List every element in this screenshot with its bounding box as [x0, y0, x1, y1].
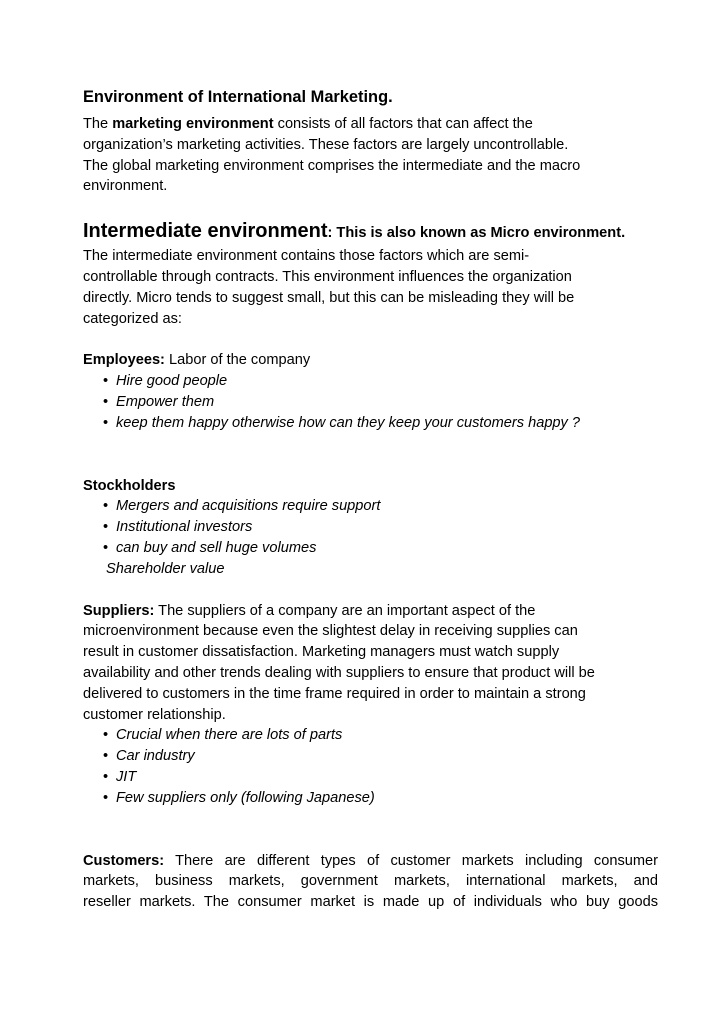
bullet-icon: • [103, 539, 109, 556]
list-item [103, 746, 658, 767]
intermediate-line-3: directly. Micro tends to suggest small, but this can be misleading they will be [83, 289, 575, 306]
intro-line-4: environment. [83, 178, 168, 195]
document-page [83, 86, 658, 913]
bullet-text: Few suppliers only (following Japanese) [116, 789, 375, 806]
customers-line-2: markets, business markets, government markets, international markets, and [83, 873, 658, 890]
intermediate-line-1: The intermediate environment contains those factors which are semi- [83, 248, 530, 265]
customers-line-1-rest: There are different types of customer markets including consumer [164, 852, 658, 869]
intro-line-1 [83, 114, 658, 135]
suppliers-line-3: result in customer dissatisfaction. Marketing managers must watch supply [83, 644, 560, 661]
employees-section [83, 350, 658, 433]
intro-paragraph [83, 114, 658, 197]
customers-line-3: reseller markets. The consumer market is made up of individuals who buy goods [83, 894, 658, 911]
suppliers-label: Suppliers: [83, 602, 155, 619]
bullet-text: JIT [116, 768, 137, 785]
stockholders-section [83, 476, 658, 580]
employees-bullets [83, 371, 658, 433]
intermediate-line-4: categorized as: [83, 310, 182, 327]
employees-line [83, 350, 658, 371]
stockholders-label: Stockholders [83, 477, 176, 494]
bullet-text: Car industry [116, 748, 195, 765]
bullet-icon: • [103, 414, 109, 431]
list-item [103, 517, 658, 538]
list-item [103, 538, 658, 559]
customers-label: Customers: [83, 852, 165, 869]
bullet-text: Crucial when there are lots of parts [116, 727, 343, 744]
bullet-icon: • [103, 373, 109, 390]
intro-bold-term: marketing environment [112, 116, 274, 132]
bullet-icon: • [103, 519, 109, 536]
intro-prefix: The [83, 116, 113, 132]
employees-text: Labor of the company [164, 352, 311, 369]
list-item [103, 767, 658, 788]
bullet-text: keep them happy otherwise how can they keep your customers happy ? [116, 414, 581, 431]
bullet-text: Mergers and acquisitions require support [116, 498, 381, 515]
list-item [103, 788, 658, 809]
bullet-text: can buy and sell huge volumes [116, 539, 317, 556]
stockholders-line [83, 476, 658, 497]
stockholders-bullets [83, 496, 658, 558]
suppliers-line-6: customer relationship. [83, 706, 226, 723]
document-title: Environment of International Marketing. [83, 88, 393, 106]
bullet-icon: • [103, 789, 109, 806]
list-item [103, 392, 658, 413]
bullet-icon: • [103, 727, 109, 744]
intermediate-heading-text: Intermediate environment [83, 220, 328, 243]
list-item [103, 496, 658, 517]
suppliers-line-4: availability and other trends dealing with suppliers to ensure that product will be [83, 664, 595, 681]
bullet-icon: • [103, 498, 109, 515]
list-item [103, 413, 658, 434]
intermediate-heading [83, 218, 658, 246]
bullet-icon: • [103, 748, 109, 765]
customers-line-1 [83, 851, 658, 872]
list-item [103, 725, 658, 746]
employees-label: Employees: [83, 352, 165, 369]
shareholder-value-text: Shareholder value [106, 560, 225, 577]
suppliers-section [83, 601, 658, 809]
bullet-icon: • [103, 768, 109, 785]
intermediate-heading-suffix: : This is also known as Micro environment. [327, 225, 626, 242]
suppliers-line-5: delivered to customers in the time frame required in order to maintain a strong [83, 685, 586, 702]
customers-section [83, 851, 658, 913]
bullet-text: Institutional investors [116, 519, 253, 536]
suppliers-bullets [83, 725, 658, 808]
bullet-icon: • [103, 393, 109, 410]
intermediate-line-2: controllable through contracts. This environment influences the organization [83, 268, 572, 285]
intro-line-2: organization’s marketing activities. These factors are largely uncontrollable. [83, 136, 569, 153]
bullet-text: Hire good people [116, 373, 228, 390]
intro-line-3: The global marketing environment comprises the intermediate and the macro [83, 157, 581, 174]
suppliers-line-2: microenvironment because even the slightest delay in receiving supplies can [83, 623, 578, 640]
list-item [103, 371, 658, 392]
bullet-text: Empower them [116, 393, 215, 410]
suppliers-line-1 [83, 601, 658, 622]
intro-line-1-rest: consists of all factors that can affect the [273, 116, 533, 132]
intermediate-paragraph [83, 246, 658, 329]
suppliers-line-1-rest: The suppliers of a company are an important aspect of the [154, 602, 536, 619]
